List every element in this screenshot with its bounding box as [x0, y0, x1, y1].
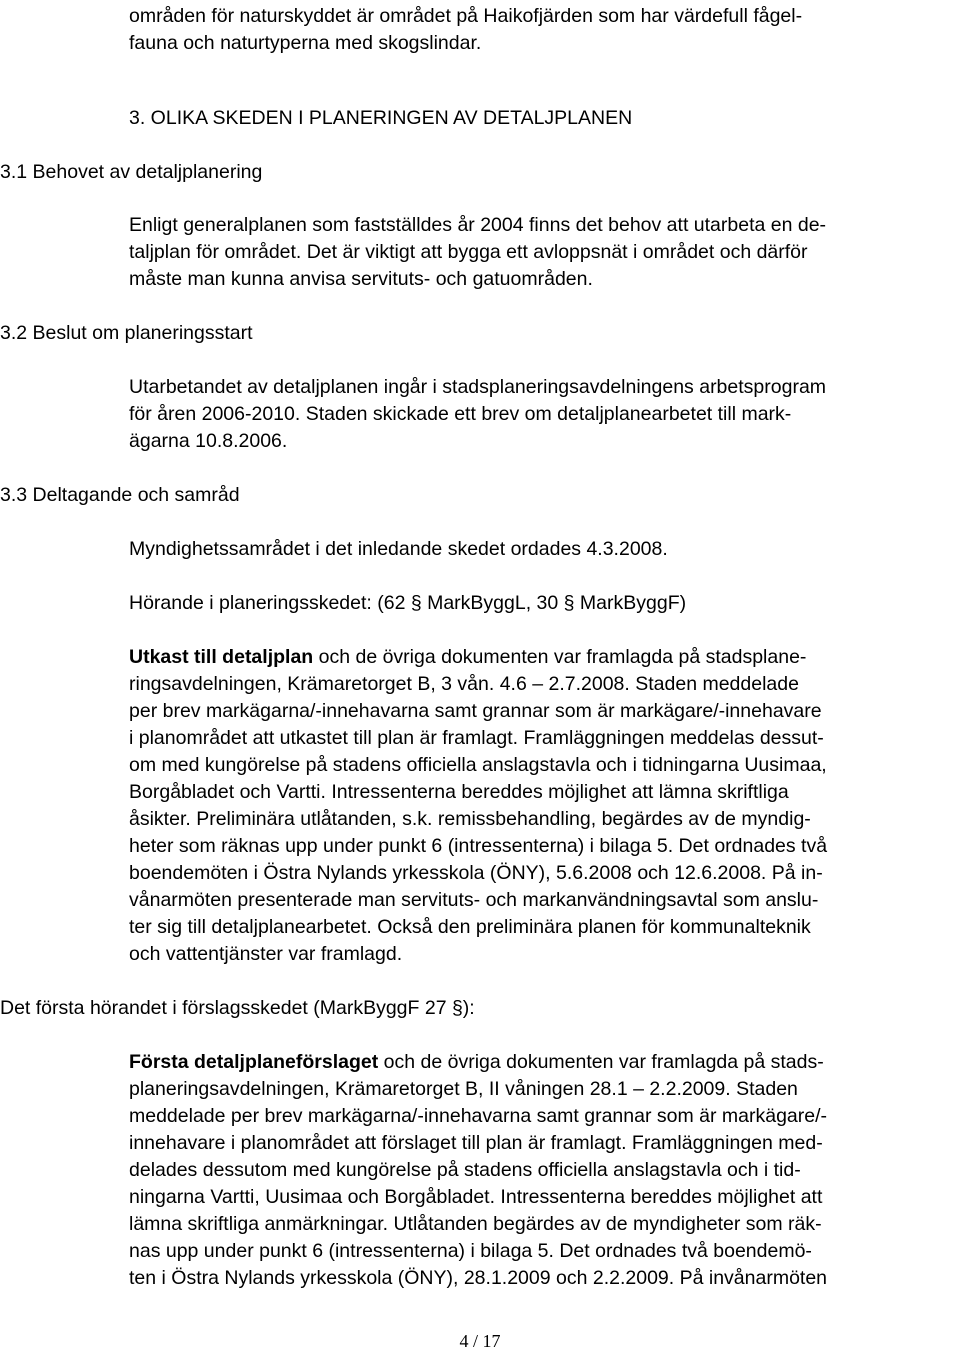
- body-line: [129, 645, 806, 669]
- body-line: Enligt generalplanen som fastställdes år 2004 finns det behov att utarbeta en de-: [129, 214, 827, 236]
- draft-title: Utkast till detaljplan: [129, 646, 314, 668]
- body-line: delades dessutom med kungörelse på stadens officiella anslagstavla och i tid-: [129, 1159, 801, 1181]
- body-line: måste man kunna anvisa servituts- och gatuområden.: [129, 268, 593, 290]
- body-line: innehavare i planområdet att förslaget till plan är framlagt. Framläggningen med-: [129, 1132, 823, 1154]
- proposal-title: Första detaljplaneförslaget: [129, 1051, 379, 1073]
- body-line: Myndighetssamrådet i det inledande skedet ordades 4.3.2008.: [129, 538, 668, 560]
- body-line: åsikter. Preliminära utlåtanden, s.k. remissbehandling, begärdes av de myndig-: [129, 808, 811, 830]
- subsection-heading: 3.1 Behovet av detaljplanering: [0, 161, 263, 183]
- body-line: Utarbetandet av detaljplanen ingår i stadsplaneringsavdelningens arbetsprogram: [129, 376, 827, 398]
- intro-line: områden för naturskyddet är området på Haikofjärden som har värdefull fågel-: [129, 5, 803, 27]
- body-line: Borgåbladet och Vartti. Intressenterna bereddes möjlighet att lämna skriftliga: [129, 781, 789, 803]
- body-line: ter sig till detaljplanearbetet. Också den preliminära planen för kommunalteknik: [129, 916, 811, 938]
- draft-text: och de övriga dokumenten var framlagda på stadsplane-: [313, 646, 807, 668]
- body-line: Det första hörandet i förslagsskedet (MarkByggF 27 §):: [0, 997, 475, 1019]
- intro-line: fauna och naturtyperna med skogslindar.: [129, 32, 482, 54]
- body-line: lämna skriftliga anmärkningar. Utlåtanden begärdes av de myndigheter som räk-: [129, 1213, 822, 1235]
- body-line: taljplan för området. Det är viktigt att bygga ett avloppsnät i området och därför: [129, 241, 808, 263]
- body-line: nas upp under punkt 6 (intressenterna) i bilaga 5. Det ordnades två boendemö-: [129, 1240, 812, 1262]
- subsection-heading: 3.3 Deltagande och samråd: [0, 484, 240, 506]
- body-line: meddelade per brev markägarna/-innehavarna samt grannar som är markägare/-: [129, 1105, 828, 1127]
- body-line: och vattentjänster var framlagd.: [129, 943, 403, 965]
- body-line: ägarna 10.8.2006.: [129, 430, 288, 452]
- section-heading: 3. OLIKA SKEDEN I PLANERINGEN AV DETALJPLANEN: [129, 107, 633, 129]
- body-line: boendemöten i Östra Nylands yrkesskola (ÖNY), 5.6.2008 och 12.6.2008. På in-: [129, 862, 823, 884]
- body-line: Hörande i planeringsskedet: (62 § MarkByggL, 30 § MarkByggF): [129, 592, 687, 614]
- body-line: ringsavdelningen, Krämaretorget B, 3 vån. 4.6 – 2.7.2008. Staden meddelade: [129, 673, 799, 695]
- body-line: i planområdet att utkastet till plan är framlagt. Framläggningen meddelas dessut-: [129, 727, 824, 749]
- body-line: per brev markägarna/-innehavarna samt grannar som är markägare/-innehavare: [129, 700, 822, 722]
- body-line: [129, 1050, 824, 1074]
- body-line: om med kungörelse på stadens officiella anslagstavla och i tidningarna Uusimaa,: [129, 754, 827, 776]
- body-line: ningarna Vartti, Uusimaa och Borgåbladet. Intressenterna bereddes möjlighet att: [129, 1186, 823, 1208]
- proposal-text: och de övriga dokumenten var framlagda på stads-: [378, 1051, 824, 1073]
- body-line: för åren 2006-2010. Staden skickade ett brev om detaljplanearbetet till mark-: [129, 403, 792, 425]
- body-line: heter som räknas upp under punkt 6 (intressenterna) i bilaga 5. Det ordnades två: [129, 835, 828, 857]
- subsection-heading: 3.2 Beslut om planeringsstart: [0, 322, 253, 344]
- body-line: planeringsavdelningen, Krämaretorget B, II våningen 28.1 – 2.2.2009. Staden: [129, 1078, 798, 1100]
- page-number: 4 / 17: [459, 1331, 501, 1351]
- body-line: ten i Östra Nylands yrkesskola (ÖNY), 28.1.2009 och 2.2.2009. På invånarmöten: [129, 1267, 828, 1289]
- body-line: vånarmöten presenterade man servituts- och markanvändningsavtal som anslu-: [129, 889, 819, 911]
